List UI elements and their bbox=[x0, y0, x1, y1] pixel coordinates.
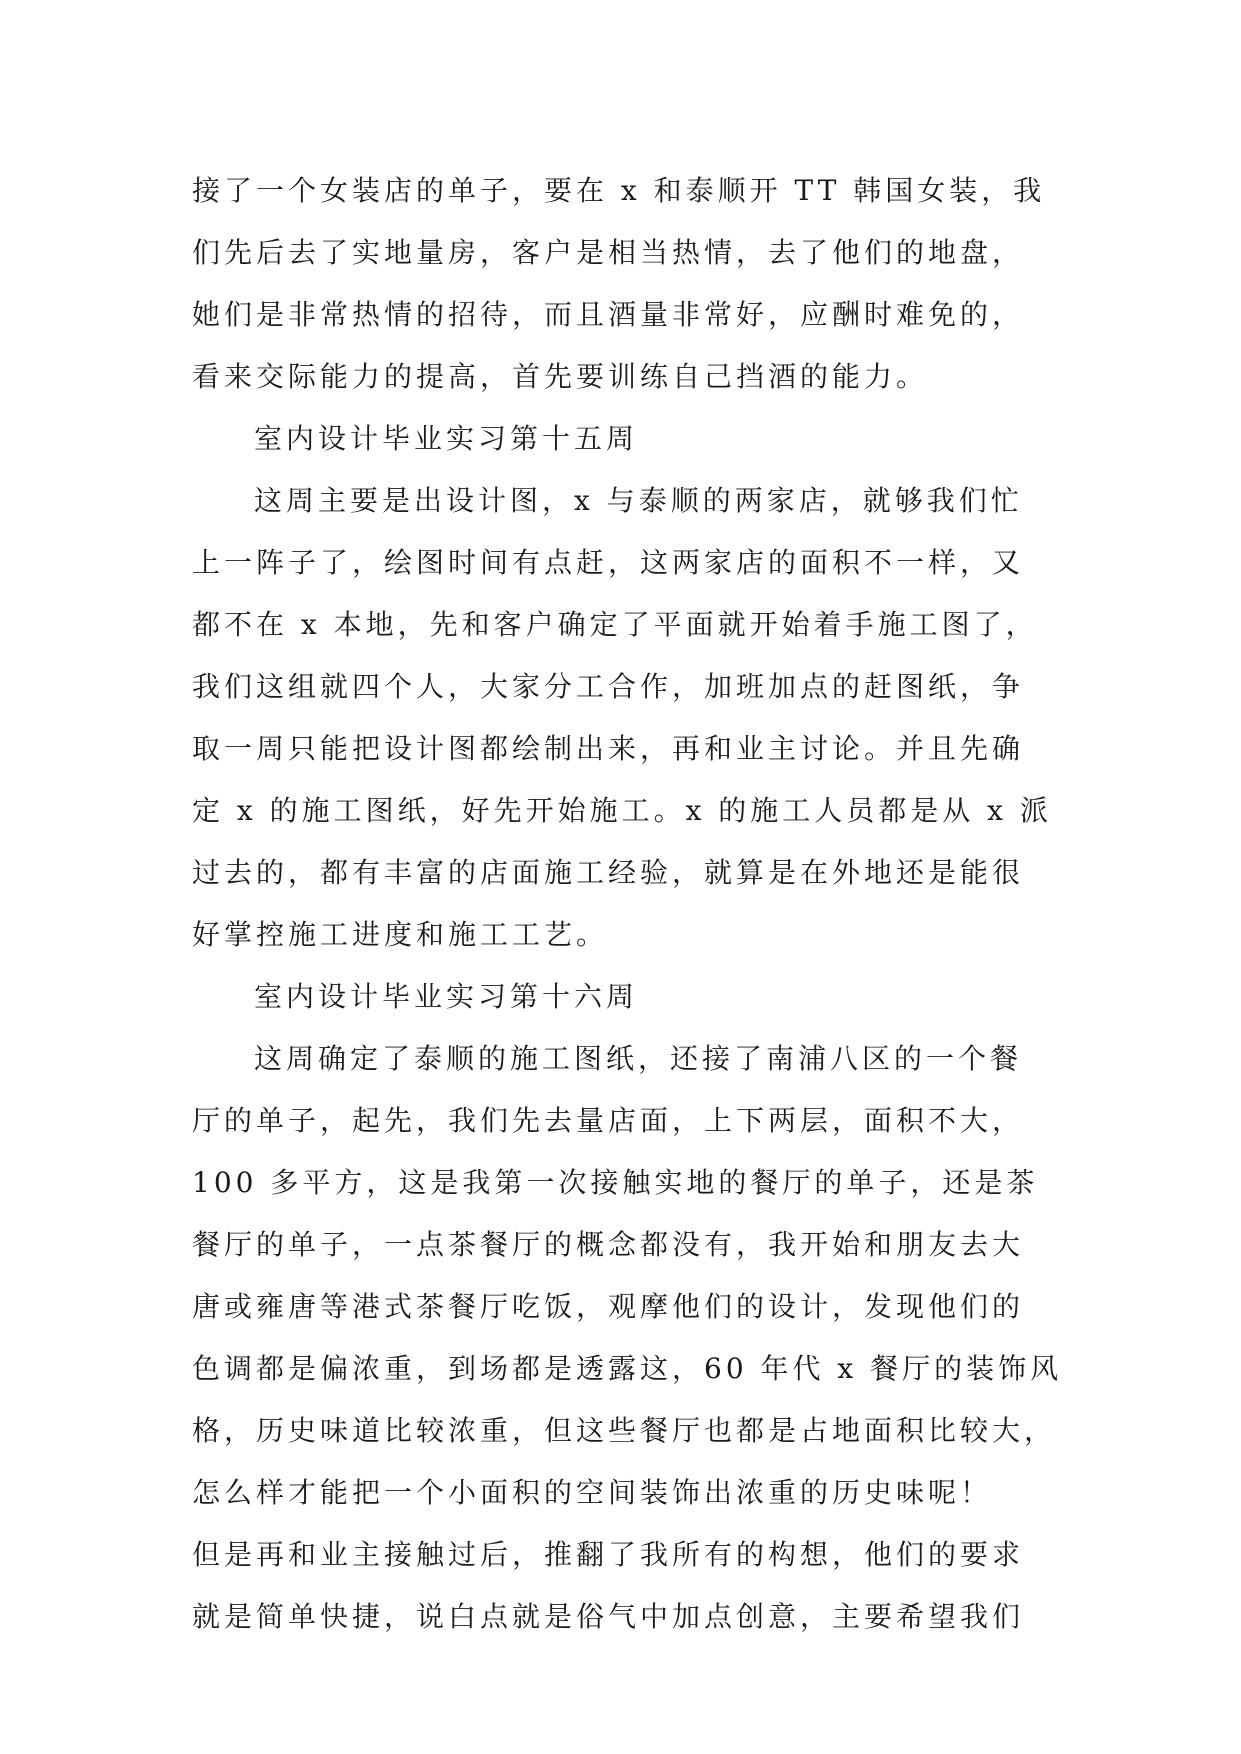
text-line: 100 多平方，这是我第一次接触实地的餐厅的单子，还是茶 bbox=[192, 1166, 1039, 1199]
text-line: 取一周只能把设计图都绘制出来，再和业主讨论。并且先确 bbox=[192, 732, 1025, 765]
text-line: 我们这组就四个人，大家分工合作，加班加点的赶图纸，争 bbox=[192, 670, 1025, 703]
text-line: 定 x 的施工图纸，好先开始施工。x 的施工人员都是从 x 派 bbox=[192, 794, 1052, 827]
text-line: 这周确定了泰顺的施工图纸，还接了南浦八区的一个餐 bbox=[254, 1042, 1023, 1075]
text-line: 唐或雍唐等港式茶餐厅吃饭，观摩他们的设计，发现他们的 bbox=[192, 1290, 1025, 1323]
text-line: 怎么样才能把一个小面积的空间装饰出浓重的历史味呢！ bbox=[192, 1476, 993, 1509]
text-line: 们先后去了实地量房，客户是相当热情，去了他们的地盘， bbox=[192, 236, 1025, 269]
text-line: 看来交际能力的提高，首先要训练自己挡酒的能力。 bbox=[192, 360, 929, 393]
text-line: 但是再和业主接触过后，推翻了我所有的构想，他们的要求 bbox=[192, 1538, 1025, 1571]
section-heading: 室内设计毕业实习第十六周 bbox=[254, 980, 639, 1013]
text-line: 格，历史味道比较浓重，但这些餐厅也都是占地面积比较大， bbox=[192, 1414, 1057, 1447]
text-line: 都不在 x 本地，先和客户确定了平面就开始着手施工图了， bbox=[192, 608, 1038, 641]
text-line: 好掌控施工进度和施工工艺。 bbox=[192, 918, 609, 951]
text-line: 这周主要是出设计图，x 与泰顺的两家店，就够我们忙 bbox=[254, 484, 1023, 517]
section-heading: 室内设计毕业实习第十五周 bbox=[254, 422, 639, 455]
text-line: 色调都是偏浓重，到场都是透露这，60 年代 x 餐厅的装饰风 bbox=[192, 1352, 1063, 1385]
text-line: 餐厅的单子，一点茶餐厅的概念都没有，我开始和朋友去大 bbox=[192, 1228, 1025, 1261]
text-line: 上一阵子了，绘图时间有点赶，这两家店的面积不一样，又 bbox=[192, 546, 1025, 579]
text-line: 过去的，都有丰富的店面施工经验，就算是在外地还是能很 bbox=[192, 856, 1025, 889]
text-line: 她们是非常热情的招待，而且酒量非常好，应酬时难免的， bbox=[192, 298, 1025, 331]
text-line: 厅的单子，起先，我们先去量店面，上下两层，面积不大， bbox=[192, 1104, 1025, 1137]
body-text bbox=[192, 160, 1072, 1648]
text-line: 接了一个女装店的单子，要在 x 和泰顺开 TT 韩国女装，我 bbox=[192, 174, 1046, 207]
text-line: 就是简单快捷，说白点就是俗气中加点创意，主要希望我们 bbox=[192, 1600, 1025, 1633]
